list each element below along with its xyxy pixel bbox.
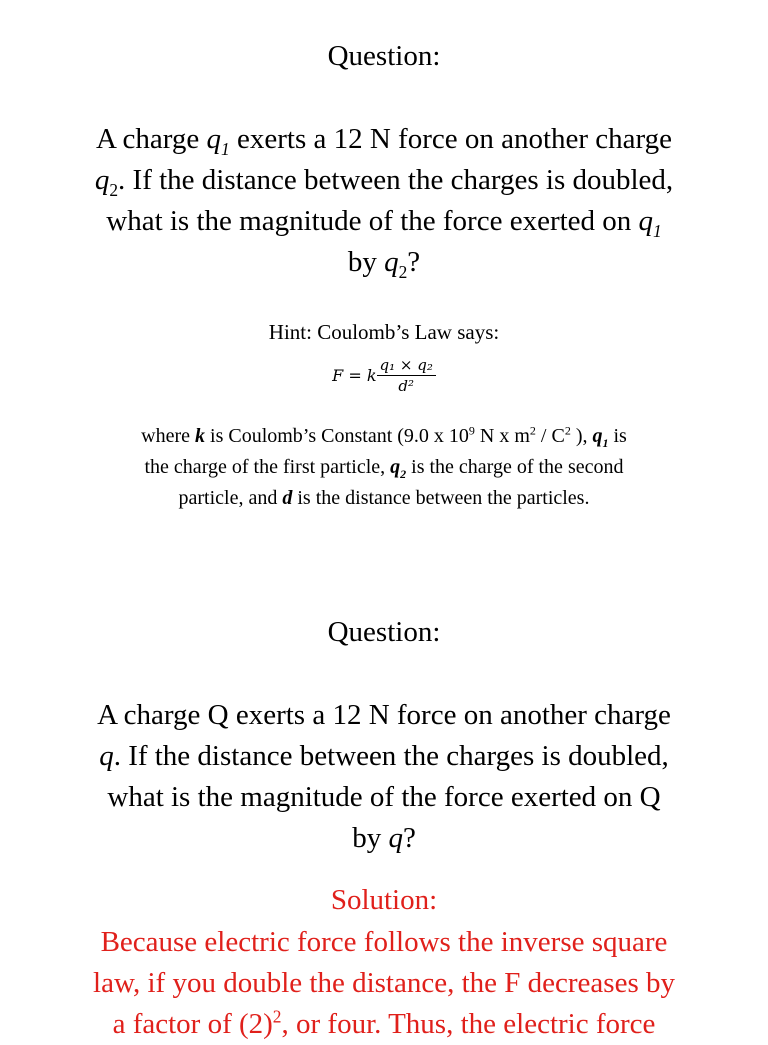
question-text-1: [0, 119, 768, 283]
solution-line-3: a factor of $(2)^2$, or four. Thus, the electric force: [112, 1006, 656, 1040]
formula-denominator: d²: [398, 377, 414, 395]
solution-text: [0, 922, 768, 1045]
question-text-2: [0, 695, 768, 859]
question2-line-2: q. If the distance between the charges is doubled,: [99, 740, 669, 772]
question-heading-1: Question:: [327, 40, 441, 72]
question2-line-1: A charge Q exerts a 12 N force on another charge: [97, 699, 671, 731]
desc-line-1: where k is Coulomb’s Constant (9.0 x $10^9$ N x $m^2 / C^2$ ), $q_1$ is: [141, 423, 627, 450]
question-line-3: what is the magnitude of the force exerted on $q_1$: [106, 205, 662, 241]
formula-numerator: q₁ × q₂: [377, 356, 436, 376]
solution-line-2: law, if you double the distance, the F decreases by: [93, 967, 675, 999]
desc-line-2: the charge of the first particle, $q_2$ is the charge of the second: [144, 456, 624, 481]
desc-line-3: particle, and d is the distance between the particles.: [178, 487, 590, 509]
coulomb-formula: [0, 356, 768, 395]
question-line-4: by $q_2$?: [347, 246, 421, 282]
question-heading-2: Question:: [327, 616, 441, 648]
hint-text: Hint: Coulomb’s Law says:: [268, 320, 500, 344]
solution-heading: Solution:: [330, 884, 438, 916]
solution-line-1: Because electric force follows the inverse square: [100, 926, 668, 958]
formula-fraction: [377, 356, 436, 395]
question2-line-4: by q?: [352, 822, 416, 854]
question-line-2: $q_2$. If the distance between the charges is doubled,: [94, 164, 674, 200]
question2-line-3: what is the magnitude of the force exerted on Q: [107, 781, 661, 813]
formula-description: [0, 421, 768, 514]
question-line-1: A charge $q_1$ exerts a 12 N force on another charge: [95, 123, 673, 159]
formula-lhs: F = k: [332, 366, 377, 385]
